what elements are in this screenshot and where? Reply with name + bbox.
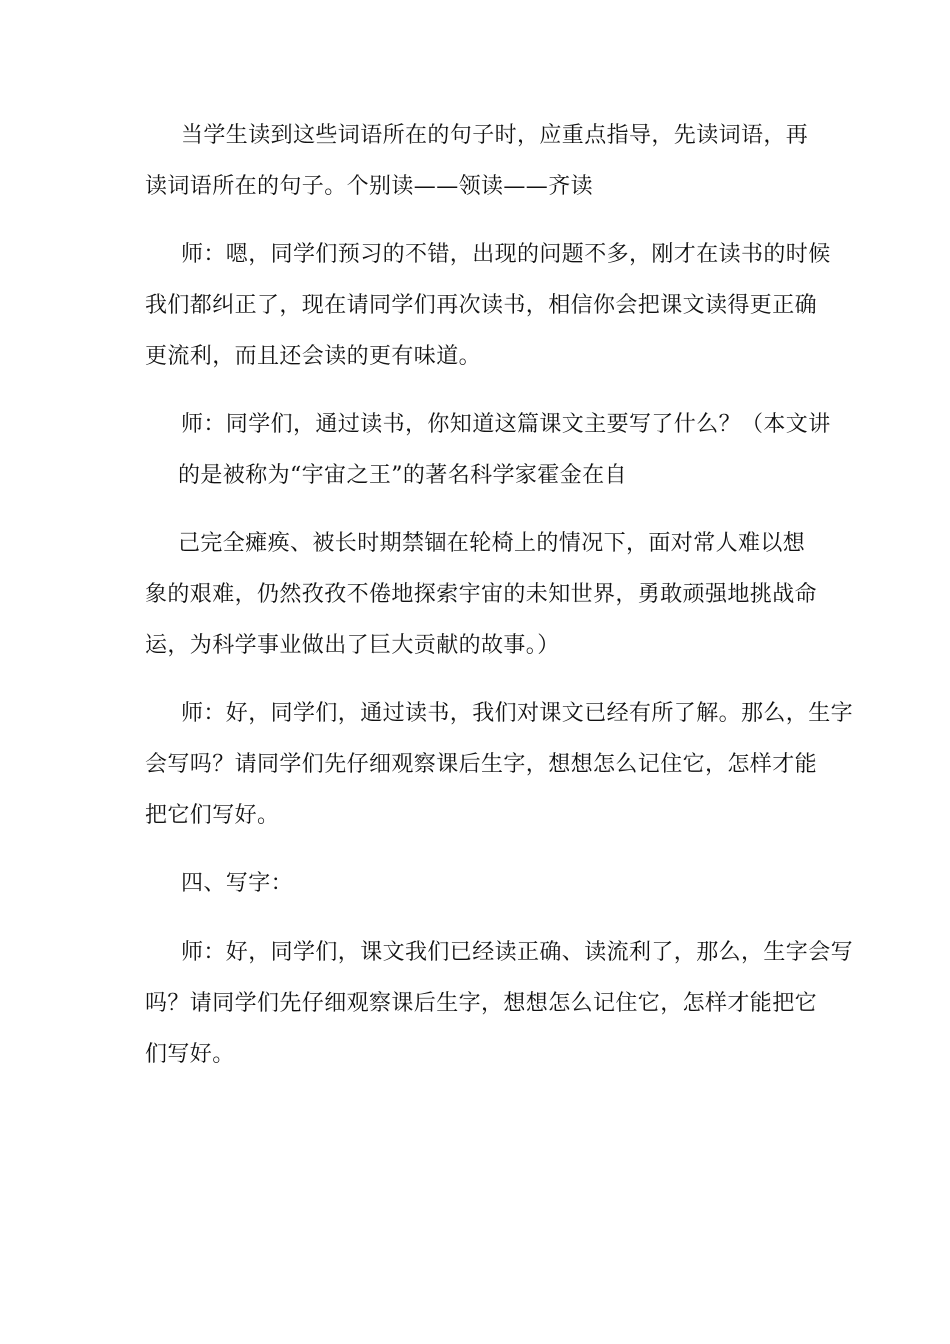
text-line: 运，为科学事业做出了巨大贡献的故事。）: [145, 633, 560, 658]
text-line: 们写好。: [145, 1042, 235, 1067]
text-line: 象的艰难，仍然孜孜不倦地探索宇宙的未知世界，勇敢顽强地挑战命: [145, 582, 818, 607]
text-line: 更流利，而且还会读的更有味道。: [145, 344, 482, 369]
text-line: 师：好，同学们，通过读书，我们对课文已经有所了解。那么，生字: [181, 701, 854, 726]
text-line: 师：嗯，同学们预习的不错，出现的问题不多，刚才在读书的时候: [181, 242, 831, 267]
text-line: 我们都纠正了，现在请同学们再次读书，相信你会把课文读得更正确: [145, 293, 818, 318]
text-line: 把它们写好。: [145, 803, 280, 828]
text-line: 的是被称为“宇宙之王”的著名科学家霍金在自: [178, 463, 627, 488]
text-line: 当学生读到这些词语所在的句子时，应重点指导，先读词语，再: [181, 123, 809, 148]
text-line: 师：好，同学们，课文我们已经读正确、读流利了，那么，生字会写: [181, 940, 854, 965]
text-line: 吗？请同学们先仔细观察课后生字，想想怎么记住它，怎样才能把它: [145, 991, 818, 1016]
text-line: 读词语所在的句子。个别读——领读——齐读: [145, 174, 594, 199]
section-heading: 四、写字：: [181, 871, 294, 896]
text-line: 师：同学们，通过读书，你知道这篇课文主要写了什么？（本文讲: [181, 412, 831, 437]
text-line: 己完全瘫痪、被长时期禁锢在轮椅上的情况下，面对常人难以想: [178, 531, 806, 556]
text-line: 会写吗？请同学们先仔细观察课后生字，想想怎么记住它，怎样才能: [145, 752, 818, 777]
